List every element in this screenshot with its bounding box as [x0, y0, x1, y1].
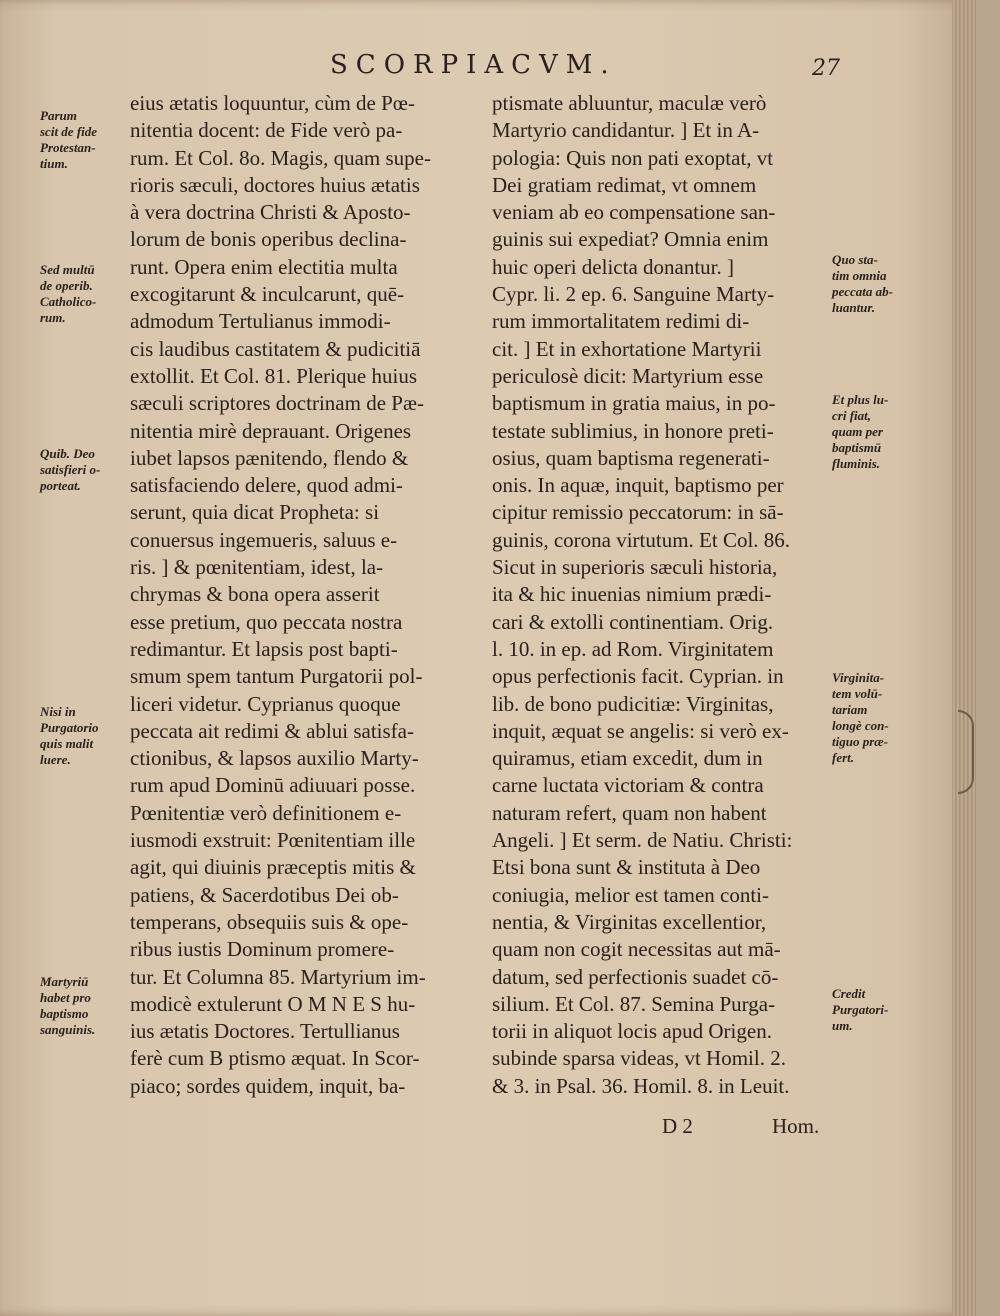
right-column-line: carne luctata victoriam & contra — [492, 773, 764, 798]
right-column-line: onis. In aquæ, inquit, baptismo per — [492, 473, 784, 498]
right-column-line: inquit, æquat se angelis: si verò ex- — [492, 718, 789, 743]
margin-note-left-1 — [40, 108, 135, 172]
margin-note-line: um. — [832, 1018, 853, 1033]
left-column-line: ius ætatis Doctores. Tertullianus — [130, 1019, 400, 1044]
right-column-line: Angeli. ] Et serm. de Natiu. Christi: — [492, 828, 793, 853]
margin-note-line: Protestan- — [40, 140, 96, 155]
right-column-line: ptismate abluuntur, maculæ verò — [492, 91, 767, 115]
right-column-line: ita & hic inuenias nimium prædi- — [492, 582, 772, 607]
right-column-line: cit. ] Et in exhortatione Martyrii — [492, 336, 762, 361]
margin-note-line: fluminis. — [832, 456, 881, 471]
margin-note-left-5 — [40, 974, 135, 1038]
margin-note-line: satisfieri o- — [40, 462, 101, 477]
margin-note-left-4 — [40, 704, 135, 768]
right-column-line: baptismum in gratia maius, in po- — [492, 391, 776, 416]
left-column-line: piaco; sordes quidem, inquit, ba- — [130, 1073, 406, 1098]
margin-note-line: luere. — [40, 752, 71, 767]
left-column-line: excogitarunt & inculcarunt, quē- — [130, 282, 405, 307]
right-column-line: quam non cogit necessitas aut mā- — [492, 937, 781, 962]
left-column-line: runt. Opera enim electitia multa — [130, 254, 398, 279]
margin-note-line: rum. — [40, 310, 66, 325]
right-column-line: Martyrio candidantur. ] Et in A- — [492, 118, 760, 143]
margin-note-line: Virginita- — [832, 670, 885, 685]
right-column-line: l. 10. in ep. ad Rom. Virginitatem — [492, 636, 774, 661]
catchword: Hom. — [772, 1114, 820, 1138]
left-column-line: agit, qui diuinis præceptis mitis & — [130, 855, 416, 880]
right-column-line: Dei gratiam redimat, vt omnem — [492, 172, 757, 197]
margin-note-line: Martyriū — [40, 974, 89, 989]
margin-note-line: Sed multū — [40, 262, 95, 277]
left-column-line: iubet lapsos pænitendo, flendo & — [130, 445, 409, 470]
margin-note-line: tium. — [40, 156, 68, 171]
right-column-line: lib. de bono pudicitiæ: Virginitas, — [492, 691, 774, 716]
right-column-line: subinde sparsa videas, vt Homil. 2. — [492, 1046, 786, 1071]
right-column-line: osius, quam baptisma regenerati- — [492, 445, 770, 470]
right-column-line: cari & extolli continentiam. Orig. — [492, 609, 774, 634]
left-column-line: admodum Tertulianus immodi- — [130, 309, 391, 334]
margin-note-line: Quib. Deo — [40, 446, 95, 461]
right-column-line: & 3. in Psal. 36. Homil. 8. in Leuit. — [492, 1073, 790, 1098]
left-column-line: rum. Et Col. 8o. Magis, quam supe- — [130, 145, 431, 170]
margin-note-line: quam per — [832, 424, 883, 439]
margin-note-line: Parum — [40, 108, 77, 123]
left-column-line: temperans, obsequiis suis & ope- — [130, 909, 409, 934]
running-head: SCORPIACVM. — [330, 50, 617, 80]
margin-note-line: Nisi in — [40, 704, 76, 719]
margin-note-line: Credit — [832, 986, 866, 1001]
margin-note-left-2 — [40, 262, 135, 326]
right-column-line: veniam ab eo compensatione san- — [492, 200, 776, 225]
left-column-line: tur. Et Columna 85. Martyrium im- — [130, 964, 426, 989]
left-column-line: sæculi scriptores doctrinam de Pæ- — [130, 391, 424, 416]
margin-note-line: scit de fide — [40, 124, 98, 139]
right-column-line: datum, sed perfectionis suadet cō- — [492, 964, 779, 989]
left-column-line: modicè extulerunt O M N E S hu- — [130, 991, 416, 1016]
left-column-line: à vera doctrina Christi & Aposto- — [130, 200, 411, 225]
left-column-line: smum spem tantum Purgatorii pol- — [130, 664, 423, 689]
margin-note-line: cri fiat, — [832, 408, 871, 423]
left-column-line: nitentia docent: de Fide verò pa- — [130, 118, 403, 143]
signature-mark: D 2 — [662, 1114, 693, 1138]
margin-note-line: luantur. — [832, 300, 876, 315]
margin-note-left-3 — [40, 446, 135, 494]
margin-note-line: tem volū- — [832, 686, 883, 701]
margin-note-line: peccata ab- — [832, 284, 894, 299]
margin-note-line: longè con- — [832, 718, 889, 733]
page-edge — [952, 0, 976, 1316]
left-column-line: liceri videtur. Cyprianus quoque — [130, 691, 401, 716]
right-column-line: torii in aliquot locis apud Origen. — [492, 1019, 772, 1044]
margin-note-line: tiguo præ- — [832, 734, 888, 749]
left-column-line: lorum de bonis operibus declina- — [130, 227, 407, 252]
left-column-line: ctionibus, & lapsos auxilio Marty- — [130, 746, 419, 771]
right-column-line: pologia: Quis non pati exoptat, vt — [492, 145, 774, 170]
right-column-line: silium. Et Col. 87. Semina Purga- — [492, 991, 776, 1016]
margin-note-line: Catholico- — [40, 294, 97, 309]
right-column-line: huic operi delicta donantur. ] — [492, 254, 735, 279]
margin-note-right-3 — [832, 670, 932, 766]
left-column-line: extollit. Et Col. 81. Plerique huius — [130, 363, 417, 388]
left-column-line: iusmodi exstruit: Pœnitentiam ille — [130, 828, 416, 853]
left-column-line: nitentia mirè deprauant. Origenes — [130, 418, 412, 443]
right-column-line: cipitur remissio peccatorum: in sā- — [492, 500, 784, 525]
left-column-line: peccata ait redimi & ablui satisfa- — [130, 718, 414, 743]
page-clip — [958, 710, 974, 794]
margin-note-right-2 — [832, 392, 932, 472]
right-column-line: Etsi bona sunt & instituta à Deo — [492, 855, 761, 880]
left-column-line: satisfaciendo delere, quod admi- — [130, 473, 403, 498]
left-column-line: esse pretium, quo peccata nostra — [130, 609, 403, 634]
margin-note-line: habet pro — [40, 990, 91, 1005]
left-column-line: ribus iustis Dominum promere- — [130, 937, 395, 962]
left-column-line: Pœnitentiæ verò definitionem e- — [130, 800, 402, 825]
left-column-line: serunt, quia dicat Propheta: si — [130, 500, 380, 525]
right-column-line: coniugia, melior est tamen conti- — [492, 882, 769, 907]
left-column-line: cis laudibus castitatem & pudicitiā — [130, 336, 421, 361]
right-column-line: periculosè dicit: Martyrium esse — [492, 363, 764, 388]
margin-note-line: Purgatori- — [832, 1002, 889, 1017]
page-number: 27 — [812, 56, 840, 81]
left-column-line: chrymas & bona opera asserit — [130, 582, 380, 607]
right-column-line: opus perfectionis facit. Cyprian. in — [492, 664, 784, 689]
margin-note-right-4 — [832, 986, 932, 1034]
right-column-line: Cypr. li. 2 ep. 6. Sanguine Marty- — [492, 282, 775, 307]
left-column-line: ferè cum B ptismo æquat. In Scor- — [130, 1046, 420, 1071]
left-column-line: ris. ] & pœnitentiam, idest, la- — [130, 555, 384, 580]
left-text-column — [130, 90, 488, 1100]
margin-note-line: tim omnia — [832, 268, 887, 283]
right-column-line: guinis sui expediat? Omnia enim — [492, 227, 769, 252]
margin-note-line: porteat. — [40, 478, 81, 493]
margin-note-line: fert. — [832, 750, 855, 765]
left-column-line: conuersus ingemueris, saluus e- — [130, 527, 398, 552]
margin-note-line: quis malit — [40, 736, 94, 751]
margin-note-line: baptismū — [832, 440, 882, 455]
right-text-column — [492, 90, 837, 1100]
left-column-line: eius ætatis loquuntur, cùm de Pœ- — [130, 91, 415, 115]
margin-note-line: tariam — [832, 702, 868, 717]
margin-note-line: sanguinis. — [40, 1022, 96, 1037]
right-column-line: Sicut in superioris sæculi historia, — [492, 555, 778, 580]
margin-note-line: Purgatorio — [40, 720, 99, 735]
left-column-line: patiens, & Sacerdotibus Dei ob- — [130, 882, 399, 907]
left-column-line: rum apud Dominū adiuuari posse. — [130, 773, 416, 798]
margin-note-line: Quo sta- — [832, 252, 878, 267]
left-column-line: rioris sæculi, doctores huius ætatis — [130, 172, 420, 197]
right-column-line: nentia, & Virginitas excellentior, — [492, 909, 767, 934]
right-column-line: guinis, corona virtutum. Et Col. 86. — [492, 527, 791, 552]
right-column-line: quiramus, etiam excedit, dum in — [492, 746, 763, 771]
left-column-line: redimantur. Et lapsis post bapti- — [130, 636, 398, 661]
margin-note-right-1 — [832, 252, 932, 316]
right-column-line: rum immortalitatem redimi di- — [492, 309, 750, 334]
right-column-line: naturam refert, quam non habent — [492, 800, 767, 825]
right-column-line: testate sublimius, in honore preti- — [492, 418, 774, 443]
margin-note-line: Et plus lu- — [832, 392, 889, 407]
margin-note-line: de operib. — [40, 278, 93, 293]
margin-note-line: baptismo — [40, 1006, 89, 1021]
